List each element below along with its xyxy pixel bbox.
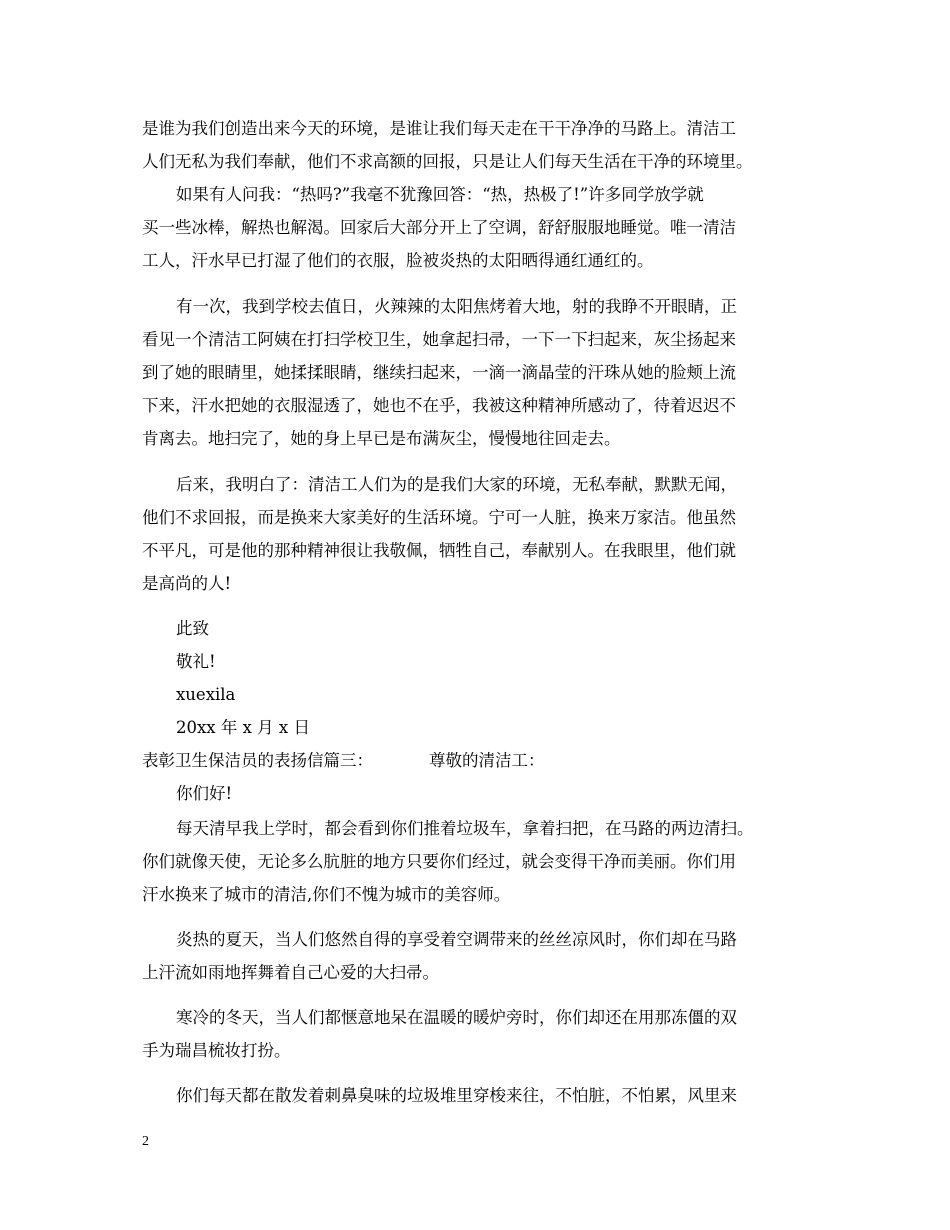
section-heading	[0, 750, 950, 772]
text-line: 看见一个清洁工阿姨在打扫学校卫生，她拿起扫帚，一下一下扫起来，灰尘扬起来	[142, 330, 736, 349]
text-line: 人们无私为我们奉献，他们不求高额的回报，只是让人们每天生活在干净的环境里。	[142, 152, 753, 171]
text-line: 你们每天都在散发着刺鼻臭味的垃圾堆里穿梭来往，不怕脏，不怕累，风里来	[176, 1086, 737, 1105]
letter-addressee: 尊敬的清洁工：	[429, 751, 545, 770]
text-line: 有一次，我到学校去值日，火辣辣的太阳焦烤着大地，射的我睁不开眼睛，正	[176, 297, 737, 316]
text-line: 炎热的夏天，当人们悠然自得的享受着空调带来的丝丝凉风时，你们却在马路	[176, 930, 737, 949]
text-line: 每天清早我上学时，都会看到你们推着垃圾车，拿着扫把，在马路的两边清扫。	[176, 819, 754, 838]
text-line: 不平凡，可是他的那种精神很让我敬佩，牺牲自己，奉献别人。在我眼里，他们就	[142, 541, 736, 560]
text-line: 汗水换来了城市的清洁,你们不愧为城市的美容师。	[142, 885, 511, 904]
text-line: 肯离去。地扫完了，她的身上早已是布满灰尘，慢慢地往回走去。	[142, 429, 621, 448]
text-line: 他们不求回报，而是换来大家美好的生活环境。宁可一人脏，换来万家洁。他虽然	[142, 508, 736, 527]
text-line: 下来，汗水把她的衣服湿透了，她也不在乎，我被这种精神所感动了，待着迟迟不	[142, 396, 736, 415]
text-line: 手为瑞昌梳妆打扮。	[142, 1041, 291, 1060]
closing-salutation: 此致	[176, 619, 209, 638]
section-title: 表彰卫生保洁员的表扬信篇三：	[142, 751, 373, 770]
letter-greeting: 你们好!	[176, 784, 233, 803]
text-line: 到了她的眼睛里，她揉揉眼睛，继续扫起来，一滴一滴晶莹的汗珠从她的脸颊上流	[142, 363, 736, 382]
text-line: 是高尚的人!	[142, 574, 232, 593]
text-line: 如果有人问我：“热吗?”我毫不犹豫回答：“热，热极了!”许多同学放学就	[176, 185, 704, 204]
closing-greeting: 敬礼!	[176, 652, 216, 671]
text-line: 工人，汗水早已打湿了他们的衣服，脸被炎热的太阳晒得通红通红的。	[142, 251, 654, 270]
text-line: 寒冷的冬天，当人们都惬意地呆在温暖的暖炉旁时，你们却还在用那冻僵的双	[176, 1008, 737, 1027]
date: 20xx 年 x 月 x 日	[176, 718, 310, 737]
signature: xuexila	[176, 685, 236, 704]
text-line: 你们就像天使，无论多么肮脏的地方只要你们经过，就会变得干净而美丽。你们用	[142, 852, 736, 871]
text-line: 后来，我明白了：清洁工人们为的是我们大家的环境，无私奉献，默默无闻，	[176, 475, 737, 494]
page-number: 2	[142, 1134, 149, 1149]
text-line: 上汗流如雨地挥舞着自己心爱的大扫帚。	[142, 963, 439, 982]
text-line: 买一些冰棒，解热也解渴。回家后大部分开上了空调，舒舒服服地睡觉。唯一清洁	[142, 218, 736, 237]
text-line: 是谁为我们创造出来今天的环境，是谁让我们每天走在干干净净的马路上。清洁工	[142, 119, 736, 138]
